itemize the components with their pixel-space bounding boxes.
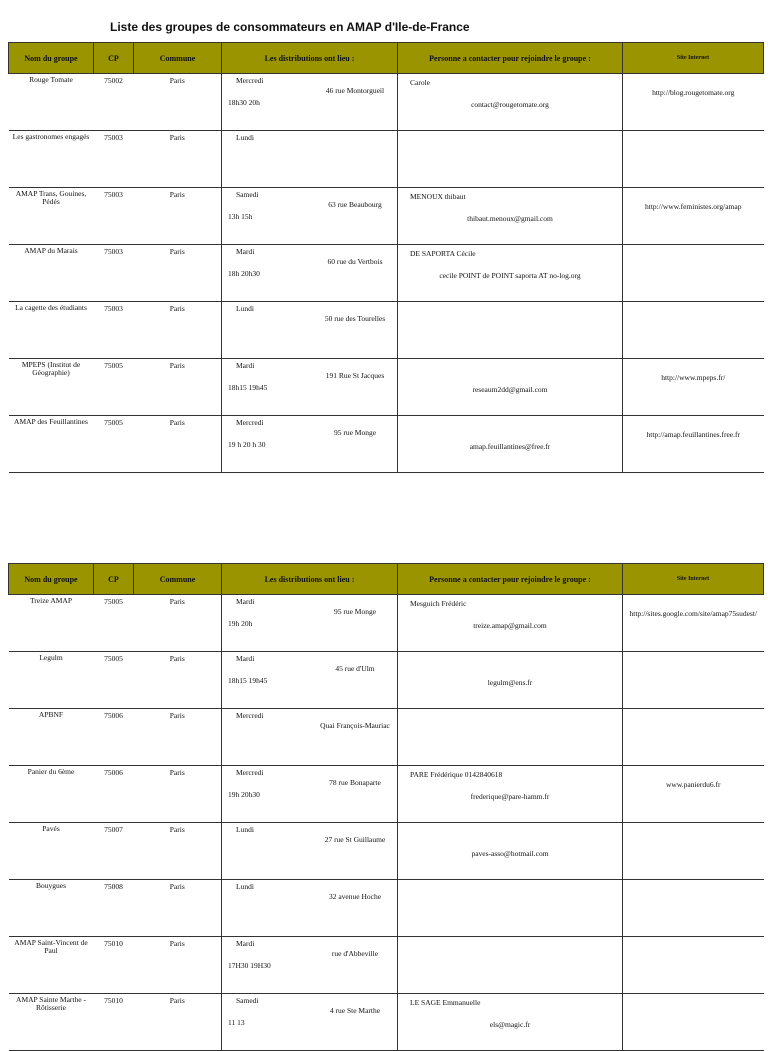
contact-cell	[398, 709, 623, 766]
distribution-address: 27 rue St Guillaume	[324, 835, 386, 844]
website-cell	[623, 880, 764, 937]
distribution-cell	[222, 188, 398, 245]
contact-name: MENOUX thibaut	[410, 192, 466, 201]
header-distribution: Les distributions ont lieu :	[222, 43, 398, 74]
website-cell	[623, 245, 764, 302]
distribution-cell	[222, 595, 398, 652]
distribution-hours: 19h 20h30	[228, 790, 260, 799]
header-contact: Personne a contacter pour rejoindre le groupe :	[398, 43, 623, 74]
contact-cell	[398, 823, 623, 880]
distribution-address: 45 rue d'Ulm	[335, 664, 375, 673]
city: Paris	[134, 595, 222, 652]
contact-email: thibaut.menoux@gmail.com	[467, 214, 553, 223]
contact-email: amap.feuillantines@free.fr	[469, 442, 551, 451]
distribution-address: 78 rue Bonaparte	[329, 778, 381, 787]
distribution-hours: 19h 20h	[228, 619, 253, 628]
table-row	[9, 823, 764, 880]
distribution-cell	[222, 823, 398, 880]
distribution-day: Lundi	[236, 882, 254, 891]
postal-code: 75007	[94, 823, 134, 880]
amap-table-2	[8, 563, 764, 1051]
table-row	[9, 245, 764, 302]
postal-code: 75008	[94, 880, 134, 937]
contact-email: cecile POINT de POINT saporta AT no-log.org	[439, 271, 581, 280]
group-name: La cagette des étudiants	[9, 302, 94, 359]
website-link[interactable]: http://www.mpeps.fr/	[661, 373, 726, 382]
table-row	[9, 359, 764, 416]
postal-code: 75003	[94, 245, 134, 302]
distribution-hours: 11 13	[228, 1018, 245, 1027]
contact-email: els@magic.fr	[489, 1020, 531, 1029]
city: Paris	[134, 709, 222, 766]
group-name: AMAP du Marais	[9, 245, 94, 302]
city: Paris	[134, 880, 222, 937]
table-row	[9, 302, 764, 359]
table-row	[9, 416, 764, 473]
table-header-row	[9, 43, 764, 74]
contact-name: PARE Frédérique 0142840618	[410, 770, 503, 779]
contact-cell	[398, 188, 623, 245]
distribution-address: 60 rue du Vertbois	[327, 257, 383, 266]
website-link[interactable]	[623, 994, 764, 1008]
table-row	[9, 880, 764, 937]
city: Paris	[134, 416, 222, 473]
city: Paris	[134, 131, 222, 188]
distribution-day: Mercredi	[236, 711, 264, 720]
contact-cell	[398, 994, 623, 1051]
table-row	[9, 188, 764, 245]
contact-cell	[398, 880, 623, 937]
website-cell	[623, 595, 764, 652]
distribution-day: Lundi	[236, 133, 254, 142]
table-row	[9, 709, 764, 766]
postal-code: 75005	[94, 416, 134, 473]
distribution-cell	[222, 709, 398, 766]
city: Paris	[134, 937, 222, 994]
city: Paris	[134, 188, 222, 245]
distribution-address: 32 avenue Hoche	[328, 892, 382, 901]
postal-code: 75005	[94, 359, 134, 416]
group-name: Treize AMAP	[9, 595, 94, 652]
website-link[interactable]	[623, 131, 764, 145]
website-link[interactable]	[623, 709, 764, 723]
distribution-day: Lundi	[236, 825, 254, 834]
contact-name: LE SAGE Emmanuelle	[410, 998, 481, 1007]
header-cp: CP	[94, 43, 134, 74]
header-city: Commune	[134, 564, 222, 595]
city: Paris	[134, 245, 222, 302]
postal-code: 75010	[94, 937, 134, 994]
website-cell	[623, 74, 764, 131]
contact-cell	[398, 74, 623, 131]
website-cell	[623, 823, 764, 880]
group-name: Panier du 6ème	[9, 766, 94, 823]
city: Paris	[134, 302, 222, 359]
group-name: Pavés	[9, 823, 94, 880]
distribution-hours: 13h 15h	[228, 212, 253, 221]
postal-code: 75002	[94, 74, 134, 131]
distribution-hours: 18h30 20h	[228, 98, 260, 107]
contact-cell	[398, 131, 623, 188]
website-cell	[623, 359, 764, 416]
group-name: AMAP Saint-Vincent de Paul	[9, 937, 94, 994]
distribution-day: Samedi	[236, 996, 259, 1005]
contact-cell	[398, 652, 623, 709]
amap-table-1	[8, 42, 764, 473]
postal-code: 75003	[94, 131, 134, 188]
distribution-hours: 18h15 19h45	[228, 676, 268, 685]
distribution-address: Quai François-Mauriac	[320, 721, 390, 730]
website-link[interactable]	[623, 245, 764, 259]
distribution-cell	[222, 302, 398, 359]
city: Paris	[134, 652, 222, 709]
distribution-cell	[222, 880, 398, 937]
city: Paris	[134, 74, 222, 131]
contact-cell	[398, 766, 623, 823]
distribution-address: 4 rue Ste Marthe	[329, 1006, 381, 1015]
header-group-name: Nom du groupe	[9, 43, 94, 74]
distribution-hours: 18h 20h30	[228, 269, 260, 278]
distribution-day: Mardi	[236, 939, 255, 948]
distribution-day: Lundi	[236, 304, 254, 313]
postal-code: 75010	[94, 994, 134, 1051]
contact-email: contact@rougetomate.org	[471, 100, 549, 109]
postal-code: 75005	[94, 595, 134, 652]
distribution-cell	[222, 994, 398, 1051]
distribution-day: Mardi	[236, 361, 255, 370]
city: Paris	[134, 994, 222, 1051]
table-header-row	[9, 564, 764, 595]
website-link[interactable]	[623, 823, 764, 837]
website-cell	[623, 766, 764, 823]
website-link[interactable]: http://sites.google.com/site/amap75sudest/	[629, 609, 757, 618]
header-cp: CP	[94, 564, 134, 595]
document-title: Liste des groupes de consommateurs en AMAP d'Ile-de-France	[110, 20, 470, 34]
website-link[interactable]: http://www.feministes.org/amap	[645, 202, 742, 211]
website-cell	[623, 188, 764, 245]
group-name: AMAP Trans, Gouines, Pédés	[9, 188, 94, 245]
distribution-cell	[222, 766, 398, 823]
distribution-cell	[222, 245, 398, 302]
city: Paris	[134, 823, 222, 880]
distribution-day: Mardi	[236, 247, 255, 256]
contact-cell	[398, 937, 623, 994]
header-city: Commune	[134, 43, 222, 74]
table-row	[9, 937, 764, 994]
contact-email: legulm@ens.fr	[487, 678, 533, 687]
distribution-address: 95 rue Monge	[333, 428, 377, 437]
group-name: Legulm	[9, 652, 94, 709]
website-cell	[623, 416, 764, 473]
header-contact: Personne a contacter pour rejoindre le groupe :	[398, 564, 623, 595]
header-website: Site Internet	[623, 564, 764, 595]
website-cell	[623, 652, 764, 709]
distribution-cell	[222, 131, 398, 188]
group-name: Les gastronomes engagés	[9, 131, 94, 188]
distribution-day: Mercredi	[236, 768, 264, 777]
contact-name: Mesguich Frédéric	[410, 599, 467, 608]
group-name: Bouygues	[9, 880, 94, 937]
distribution-day: Mercredi	[236, 418, 264, 427]
distribution-address: 46 rue Montorgueil	[325, 86, 385, 95]
distribution-address: 63 rue Beaubourg	[328, 200, 382, 209]
distribution-day: Samedi	[236, 190, 259, 199]
table-row	[9, 595, 764, 652]
distribution-hours: 17H30 19H30	[228, 961, 271, 970]
postal-code: 75003	[94, 188, 134, 245]
distribution-cell	[222, 359, 398, 416]
contact-cell	[398, 416, 623, 473]
table-row	[9, 652, 764, 709]
group-name: MPEPS (Institut de Géographie)	[9, 359, 94, 416]
website-link[interactable]	[623, 302, 764, 316]
contact-email: reseaum2dd@gmail.com	[472, 385, 548, 394]
distribution-cell	[222, 937, 398, 994]
contact-cell	[398, 245, 623, 302]
contact-cell	[398, 359, 623, 416]
header-group-name: Nom du groupe	[9, 564, 94, 595]
website-cell	[623, 994, 764, 1051]
postal-code: 75006	[94, 709, 134, 766]
distribution-cell	[222, 74, 398, 131]
group-name: AMAP Sainte Marthe - Rôtisserie	[9, 994, 94, 1051]
contact-email: treize.amap@gmail.com	[473, 621, 547, 630]
website-cell	[623, 709, 764, 766]
website-link[interactable]: http://amap.feuillantines.free.fr	[646, 430, 740, 439]
postal-code: 75006	[94, 766, 134, 823]
website-link[interactable]	[623, 880, 764, 894]
distribution-day: Mardi	[236, 597, 255, 606]
header-website: Site Internet	[623, 43, 764, 74]
distribution-cell	[222, 416, 398, 473]
distribution-cell	[222, 652, 398, 709]
postal-code: 75003	[94, 302, 134, 359]
website-cell	[623, 131, 764, 188]
group-name: Rouge Tomate	[9, 74, 94, 131]
table-row	[9, 74, 764, 131]
group-name: APBNF	[9, 709, 94, 766]
header-distribution: Les distributions ont lieu :	[222, 564, 398, 595]
distribution-hours: 18h15 19h45	[228, 383, 268, 392]
table-row	[9, 766, 764, 823]
distribution-hours: 19 h 20 h 30	[228, 440, 266, 449]
website-link[interactable]	[623, 937, 764, 951]
contact-cell	[398, 302, 623, 359]
website-cell	[623, 302, 764, 359]
distribution-address: 95 rue Monge	[333, 607, 377, 616]
group-name: AMAP des Feuillantines	[9, 416, 94, 473]
city: Paris	[134, 766, 222, 823]
contact-cell	[398, 595, 623, 652]
website-link[interactable]: www.panierdu6.fr	[666, 780, 721, 789]
website-cell	[623, 937, 764, 994]
postal-code: 75005	[94, 652, 134, 709]
contact-email: paves-asso@hotmail.com	[471, 849, 549, 858]
distribution-day: Mardi	[236, 654, 255, 663]
contact-name: DE SAPORTA Cécile	[410, 249, 476, 258]
distribution-address: rue d'Abbeville	[331, 949, 379, 958]
city: Paris	[134, 359, 222, 416]
website-link[interactable]	[623, 652, 764, 666]
distribution-day: Mercredi	[236, 76, 264, 85]
contact-email: frederique@pare-hamm.fr	[470, 792, 550, 801]
table-row	[9, 994, 764, 1051]
distribution-address: 50 rue des Tourelles	[324, 314, 386, 323]
website-link[interactable]: http://blog.rougetomate.org	[652, 88, 735, 97]
contact-name: Carole	[410, 78, 430, 87]
distribution-address: 191 Rue St Jacques	[325, 371, 385, 380]
table-row	[9, 131, 764, 188]
